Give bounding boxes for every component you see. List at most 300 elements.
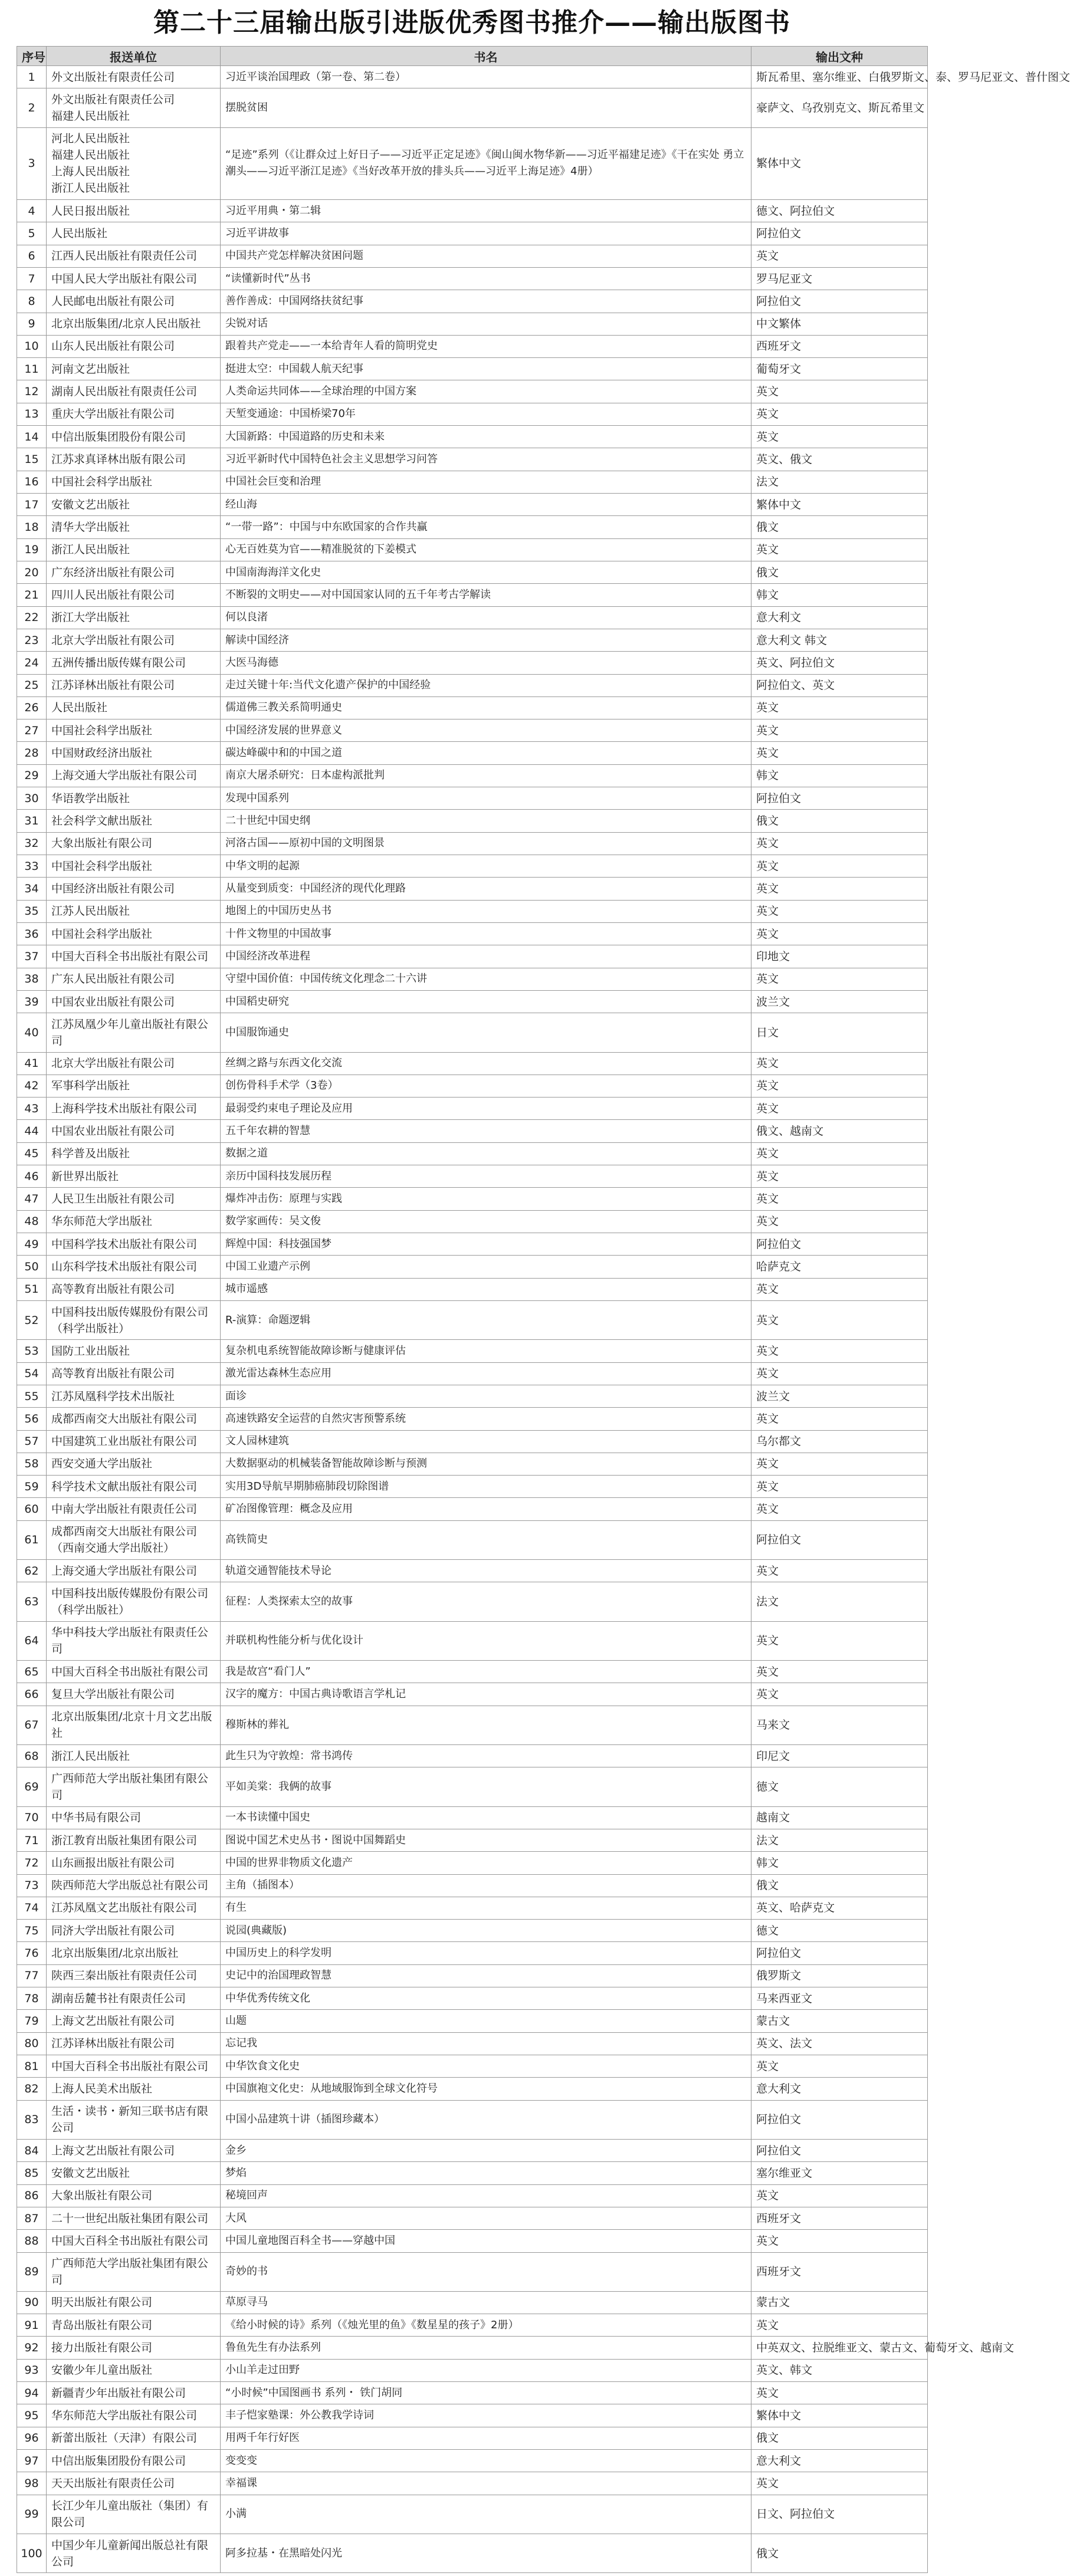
table-row <box>17 2162 928 2184</box>
table-row <box>17 1453 928 1475</box>
table-row <box>17 2450 928 2472</box>
publisher-name: 江西人民出版社有限责任公司 <box>51 249 198 263</box>
book-title: 复杂机电系统智能故障诊断与健康评估 <box>221 1340 751 1362</box>
book-title: 大风 <box>221 2207 751 2229</box>
row-number: 27 <box>17 719 47 742</box>
publisher-cell <box>47 2427 221 2449</box>
publisher-name: 北京出版集团/北京人民出版社 <box>51 317 201 331</box>
book-title: 城市遥感 <box>221 1278 751 1300</box>
publisher-cell <box>47 471 221 493</box>
book-title: 南京大屠杀研究：日本虚构派批判 <box>221 764 751 787</box>
table-row <box>17 403 928 425</box>
row-number: 97 <box>17 2450 47 2472</box>
table-row <box>17 832 928 855</box>
row-number: 2 <box>17 88 47 127</box>
table-row <box>17 1683 928 1706</box>
output-language: 英文、哈萨克文 <box>751 1897 928 1919</box>
publisher-name: 浙江教育出版社集团有限公司 <box>51 1834 198 1847</box>
table-row <box>17 2472 928 2495</box>
table-row <box>17 652 928 674</box>
book-title: 中国服饰通史 <box>221 1013 751 1052</box>
publisher-name: 上海交通大学出版社有限公司 <box>51 769 198 783</box>
output-language: 英文 <box>751 245 928 267</box>
table-row <box>17 1165 928 1188</box>
publisher-cell <box>47 742 221 764</box>
publisher-name: 浙江人民出版社 <box>51 182 130 195</box>
publisher-name: 江苏凤凰科学技术出版社 <box>51 1389 175 1403</box>
row-number: 40 <box>17 1013 47 1052</box>
row-number: 90 <box>17 2291 47 2314</box>
publisher-name: 复旦大学出版社有限公司 <box>51 1687 175 1701</box>
row-number: 10 <box>17 335 47 357</box>
output-language: 西班牙文 <box>751 2252 928 2291</box>
book-title: 地图上的中国历史丛书 <box>221 900 751 922</box>
book-title: 河洛古国——原初中国的文明图景 <box>221 832 751 855</box>
publisher-cell <box>47 696 221 719</box>
table-row <box>17 2184 928 2207</box>
publisher-cell <box>47 990 221 1013</box>
book-title: 发现中国系列 <box>221 787 751 810</box>
row-number: 85 <box>17 2162 47 2184</box>
publisher-name: 安徽文艺出版社 <box>51 2166 130 2180</box>
row-number: 38 <box>17 968 47 990</box>
publisher-name: 陕西三秦出版社有限责任公司 <box>51 1969 198 1983</box>
publisher-name: 中国大百科全书出版社有限公司 <box>51 2234 209 2248</box>
publisher-cell <box>47 1852 221 1874</box>
publisher-cell <box>47 1362 221 1385</box>
output-language: 英文、法文 <box>751 2032 928 2055</box>
publisher-name: 五洲传播出版传媒有限公司 <box>51 656 186 669</box>
book-title: 奇妙的书 <box>221 2252 751 2291</box>
publisher-name: 中华书局有限公司 <box>51 1811 142 1825</box>
row-number: 70 <box>17 1806 47 1829</box>
row-number: 16 <box>17 471 47 493</box>
book-title: 大国新路：中国道路的历史和未来 <box>221 426 751 448</box>
row-number: 7 <box>17 267 47 290</box>
table-row <box>17 1052 928 1075</box>
row-number: 48 <box>17 1210 47 1233</box>
publisher-cell <box>47 606 221 629</box>
publisher-cell <box>47 1188 221 1210</box>
row-number: 19 <box>17 538 47 561</box>
publisher-name: 大象出版社有限公司 <box>51 2189 153 2203</box>
output-language: 斯瓦希里、塞尔维亚、白俄罗斯文、泰、罗马尼亚文、普什图文 <box>751 66 928 88</box>
table-row <box>17 561 928 583</box>
publisher-name: 中国建筑工业出版社有限公司 <box>51 1435 198 1448</box>
table-row <box>17 1852 928 1874</box>
publisher-cell <box>47 1075 221 1097</box>
table-row <box>17 606 928 629</box>
output-language: 英文 <box>751 1165 928 1188</box>
table-row <box>17 1874 928 1897</box>
output-language: 英文 <box>751 2314 928 2337</box>
publisher-name: 社会科学文献出版社 <box>51 814 153 828</box>
publisher-name: 江苏译林出版社有限公司 <box>51 679 175 692</box>
publisher-name: 高等教育出版社有限公司 <box>51 1283 175 1296</box>
book-title: 摆脱贫困 <box>221 88 751 127</box>
publisher-name: 中南大学出版社有限责任公司 <box>51 1503 198 1516</box>
column-header-publisher: 报送单位 <box>47 47 221 66</box>
table-row <box>17 764 928 787</box>
publisher-cell <box>47 2032 221 2055</box>
output-language: 繁体中文 <box>751 2404 928 2427</box>
table-row <box>17 2207 928 2229</box>
table-row <box>17 2032 928 2055</box>
table-row <box>17 1829 928 1851</box>
output-language: 俄文 <box>751 810 928 832</box>
row-number: 26 <box>17 696 47 719</box>
row-number: 92 <box>17 2337 47 2359</box>
publisher-name: 青岛出版社有限公司 <box>51 2318 153 2332</box>
row-number: 3 <box>17 127 47 199</box>
row-number: 50 <box>17 1256 47 1278</box>
row-number: 60 <box>17 1498 47 1520</box>
table-row <box>17 1188 928 1210</box>
output-language: 阿拉伯文 <box>751 222 928 245</box>
book-title: 碳达峰碳中和的中国之道 <box>221 742 751 764</box>
output-language: 印地文 <box>751 945 928 968</box>
output-language: 繁体中文 <box>751 494 928 516</box>
publisher-name: 山东科学技术出版社有限公司 <box>51 1260 198 1273</box>
book-title: 经山海 <box>221 494 751 516</box>
publisher-name: 新蕾出版社（天津）有限公司 <box>51 2432 198 2445</box>
row-number: 44 <box>17 1120 47 1142</box>
output-language: 阿拉伯文 <box>751 2139 928 2161</box>
table-row <box>17 222 928 245</box>
output-language: 俄文 <box>751 516 928 538</box>
output-language: 俄文 <box>751 1874 928 1897</box>
book-title: 鲁鱼先生有办法系列 <box>221 2337 751 2359</box>
publisher-cell <box>47 426 221 448</box>
publisher-name: 北京出版集团/北京十月文艺出版社 <box>51 1710 212 1740</box>
book-title: 我是故宫“看门人” <box>221 1661 751 1683</box>
publisher-cell <box>47 2495 221 2534</box>
publisher-cell <box>47 494 221 516</box>
publisher-cell <box>47 2382 221 2404</box>
publisher-cell <box>47 1498 221 1520</box>
publisher-name: 明天出版社有限公司 <box>51 2296 153 2309</box>
table-row <box>17 1013 928 1052</box>
publisher-cell <box>47 2100 221 2139</box>
book-title: 儒道佛三教关系简明通史 <box>221 696 751 719</box>
table-row <box>17 2314 928 2337</box>
table-row <box>17 313 928 335</box>
row-number: 69 <box>17 1767 47 1806</box>
output-language: 英文 <box>751 538 928 561</box>
output-language: 英文 <box>751 2230 928 2252</box>
output-language: 英文 <box>751 1362 928 1385</box>
row-number: 86 <box>17 2184 47 2207</box>
table-row <box>17 1520 928 1559</box>
output-language: 德文 <box>751 1767 928 1806</box>
output-language: 日文 <box>751 1013 928 1052</box>
row-number: 88 <box>17 2230 47 2252</box>
output-language: 德文、阿拉伯文 <box>751 199 928 222</box>
publisher-name: 中国社会科学出版社 <box>51 859 153 873</box>
output-language: 豪萨文、乌孜别克文、斯瓦希里文 <box>751 88 928 127</box>
table-row <box>17 1256 928 1278</box>
row-number: 18 <box>17 516 47 538</box>
row-number: 49 <box>17 1233 47 1256</box>
book-title: 矿冶图像管理：概念及应用 <box>221 1498 751 1520</box>
row-number: 43 <box>17 1098 47 1120</box>
row-number: 25 <box>17 674 47 696</box>
row-number: 67 <box>17 1706 47 1744</box>
publisher-cell <box>47 1744 221 1767</box>
table-row <box>17 719 928 742</box>
row-number: 53 <box>17 1340 47 1362</box>
table-row <box>17 1706 928 1744</box>
table-row <box>17 426 928 448</box>
table-row <box>17 1385 928 1407</box>
publisher-cell <box>47 1430 221 1453</box>
page-title: 第二十三届输出版引进版优秀图书推介——输出版图书 <box>153 8 790 38</box>
table-row <box>17 1964 928 1987</box>
book-title: “一带一路”：中国与中东欧国家的合作共赢 <box>221 516 751 538</box>
book-title: 丰子恺家塾课：外公教我学诗词 <box>221 2404 751 2427</box>
publisher-name: 北京出版集团/北京出版社 <box>51 1947 179 1960</box>
table-row <box>17 127 928 199</box>
publisher-cell <box>47 2252 221 2291</box>
table-row <box>17 1621 928 1660</box>
row-number: 6 <box>17 245 47 267</box>
row-number: 5 <box>17 222 47 245</box>
table-row <box>17 1498 928 1520</box>
publisher-name: 福建人民出版社 <box>51 109 130 123</box>
publisher-cell <box>47 1210 221 1233</box>
publisher-name: 上海交通大学出版社有限公司 <box>51 1564 198 1578</box>
book-title: 习近平用典・第二辑 <box>221 199 751 222</box>
table-body <box>17 66 1070 2573</box>
table-row <box>17 2252 928 2291</box>
publisher-name: 北京大学出版社有限公司 <box>51 1057 175 1070</box>
table-row <box>17 787 928 810</box>
publisher-name: 山东人民出版社有限公司 <box>51 340 175 353</box>
output-language: 英文 <box>751 922 928 945</box>
table-row <box>17 990 928 1013</box>
table-row <box>17 471 928 493</box>
publisher-name: 华中科技大学出版社有限责任公司 <box>51 1626 209 1656</box>
column-header-number: 序号 <box>17 47 47 66</box>
output-language: 阿拉伯文 <box>751 1233 928 1256</box>
book-title: 爆炸冲击伤：原理与实践 <box>221 1188 751 1210</box>
book-title: 山题 <box>221 2010 751 2032</box>
book-table <box>17 46 1070 2573</box>
row-number: 20 <box>17 561 47 583</box>
row-number: 9 <box>17 313 47 335</box>
publisher-cell <box>47 1964 221 1987</box>
publisher-cell <box>47 1560 221 1582</box>
row-number: 83 <box>17 2100 47 2139</box>
table-row <box>17 878 928 900</box>
publisher-name: 中国社会科学出版社 <box>51 475 153 489</box>
book-title: 平如美棠：我俩的故事 <box>221 1767 751 1806</box>
output-language: 俄文、越南文 <box>751 1120 928 1142</box>
row-number: 59 <box>17 1476 47 1498</box>
table-row <box>17 674 928 696</box>
publisher-cell <box>47 2078 221 2100</box>
table-row <box>17 2230 928 2252</box>
output-language: 韩文 <box>751 1852 928 1874</box>
table-row <box>17 538 928 561</box>
publisher-name: 山东画报出版社有限公司 <box>51 1856 175 1869</box>
publisher-name: 军事科学出版社 <box>51 1079 130 1093</box>
table-row <box>17 922 928 945</box>
publisher-cell <box>47 1385 221 1407</box>
publisher-cell <box>47 1340 221 1362</box>
book-title: 用两千年行好医 <box>221 2427 751 2449</box>
publisher-name: 接力出版社有限公司 <box>51 2341 153 2355</box>
publisher-name: 安徽文艺出版社 <box>51 498 130 511</box>
publisher-name: 清华大学出版社 <box>51 520 130 534</box>
table-row <box>17 2139 928 2161</box>
row-number: 94 <box>17 2382 47 2404</box>
table-row <box>17 1210 928 1233</box>
book-title: 中国旗袍文化史：从地域服饰到全球文化符号 <box>221 2078 751 2100</box>
table-row <box>17 1476 928 1498</box>
publisher-name: 中国少年儿童新闻出版总社有限公司 <box>51 2538 209 2568</box>
publisher-cell <box>47 2404 221 2427</box>
publisher-name: 浙江人民出版社 <box>51 543 130 557</box>
publisher-name: 新世界出版社 <box>51 1169 119 1183</box>
table-row <box>17 516 928 538</box>
output-language: 英文 <box>751 1142 928 1165</box>
row-number: 28 <box>17 742 47 764</box>
book-title: “小时候”中国图画书 系列・ 铁门胡同 <box>221 2382 751 2404</box>
book-title: 中华文明的起源 <box>221 855 751 878</box>
table-row <box>17 2359 928 2381</box>
publisher-cell <box>47 878 221 900</box>
table-row <box>17 1661 928 1683</box>
publisher-cell <box>47 2139 221 2161</box>
publisher-name: 中国农业出版社有限公司 <box>51 995 175 1008</box>
publisher-cell <box>47 1806 221 1829</box>
book-title: 数学家画传：吴文俊 <box>221 1210 751 1233</box>
publisher-cell <box>47 380 221 403</box>
publisher-name: 上海人民美术出版社 <box>51 2082 153 2095</box>
book-title: 汉字的魔方：中国古典诗歌语言学札记 <box>221 1683 751 1706</box>
book-title: “读懂新时代”丛书 <box>221 267 751 290</box>
row-number: 81 <box>17 2055 47 2078</box>
output-language: 英文 <box>751 832 928 855</box>
publisher-cell <box>47 2450 221 2472</box>
row-number: 23 <box>17 629 47 651</box>
output-language: 蒙古文 <box>751 2010 928 2032</box>
publisher-cell <box>47 1300 221 1339</box>
row-number: 24 <box>17 652 47 674</box>
table-row <box>17 945 928 968</box>
publisher-name: 外文出版社有限责任公司 <box>51 70 175 84</box>
output-language: 英文 <box>751 1661 928 1683</box>
publisher-cell <box>47 719 221 742</box>
book-title: 《给小时候的诗》系列（《烛光里的鱼》《数星星的孩子》2册） <box>221 2314 751 2337</box>
output-language: 西班牙文 <box>751 2207 928 2229</box>
output-language: 乌尔都文 <box>751 1430 928 1453</box>
table-row <box>17 245 928 267</box>
output-language: 罗马尼亚文 <box>751 267 928 290</box>
book-title: 挺进太空：中国载人航天纪事 <box>221 358 751 380</box>
row-number: 100 <box>17 2534 47 2572</box>
publisher-name: 湖南岳麓书社有限责任公司 <box>51 1992 186 2005</box>
publisher-name: 中国大百科全书出版社有限公司 <box>51 949 209 963</box>
publisher-cell <box>47 1942 221 1964</box>
publisher-cell <box>47 2314 221 2337</box>
publisher-name: 中国人民大学出版社有限公司 <box>51 272 198 285</box>
table-row <box>17 1987 928 2010</box>
table-row <box>17 2404 928 2427</box>
output-language: 阿拉伯文 <box>751 1520 928 1559</box>
publisher-name: 上海科学技术出版社有限公司 <box>51 1102 198 1115</box>
output-language: 英文 <box>751 426 928 448</box>
row-number: 37 <box>17 945 47 968</box>
output-language: 英文 <box>751 380 928 403</box>
output-language: 英文 <box>751 1300 928 1339</box>
output-language: 阿拉伯文、英文 <box>751 674 928 696</box>
table-row <box>17 2100 928 2139</box>
publisher-name: （西南交通大学出版社） <box>51 1542 175 1555</box>
book-title: 从量变到质变：中国经济的现代化理路 <box>221 878 751 900</box>
book-title: 中国经济改革进程 <box>221 945 751 968</box>
row-number: 30 <box>17 787 47 810</box>
output-language: 英文 <box>751 742 928 764</box>
book-title: 穆斯林的葬礼 <box>221 1706 751 1744</box>
output-language: 法文 <box>751 1829 928 1851</box>
row-number: 45 <box>17 1142 47 1165</box>
book-title: 习近平谈治国理政（第一卷、第二卷） <box>221 66 751 88</box>
table-row <box>17 2010 928 2032</box>
row-number: 4 <box>17 199 47 222</box>
output-language: 中文繁体 <box>751 313 928 335</box>
book-title: 中国社会巨变和治理 <box>221 471 751 493</box>
row-number: 35 <box>17 900 47 922</box>
publisher-cell <box>47 1987 221 2010</box>
row-number: 95 <box>17 2404 47 2427</box>
table-row <box>17 968 928 990</box>
publisher-cell <box>47 1874 221 1897</box>
book-title: 丝绸之路与东西文化交流 <box>221 1052 751 1075</box>
row-number: 17 <box>17 494 47 516</box>
output-language: 波兰文 <box>751 1385 928 1407</box>
publisher-cell <box>47 1897 221 1919</box>
row-number: 21 <box>17 584 47 606</box>
publisher-cell <box>47 1453 221 1475</box>
publisher-cell <box>47 855 221 878</box>
publisher-cell <box>47 1256 221 1278</box>
book-title: 尖锐对话 <box>221 313 751 335</box>
book-title: 中国经济发展的世界意义 <box>221 719 751 742</box>
publisher-cell <box>47 1476 221 1498</box>
book-title: 大医马海德 <box>221 652 751 674</box>
publisher-name: 中信出版集团股份有限公司 <box>51 2454 186 2467</box>
output-language: 韩文 <box>751 764 928 787</box>
publisher-cell <box>47 832 221 855</box>
book-title: 辉煌中国：科技强国梦 <box>221 1233 751 1256</box>
output-language: 阿拉伯文 <box>751 290 928 313</box>
book-title: 走过关键十年:当代文化遗产保护的中国经验 <box>221 674 751 696</box>
publisher-name: 人民出版社 <box>51 701 108 715</box>
row-number: 8 <box>17 290 47 313</box>
book-title: 变变变 <box>221 2450 751 2472</box>
publisher-name: （科学出版社） <box>51 1322 130 1335</box>
book-title: 中华优秀传统文化 <box>221 1987 751 2010</box>
publisher-name: 北京大学出版社有限公司 <box>51 633 175 647</box>
row-number: 11 <box>17 358 47 380</box>
row-number: 56 <box>17 1408 47 1430</box>
publisher-cell <box>47 335 221 357</box>
table-row <box>17 1744 928 1767</box>
table-row <box>17 448 928 471</box>
publisher-cell <box>47 1013 221 1052</box>
